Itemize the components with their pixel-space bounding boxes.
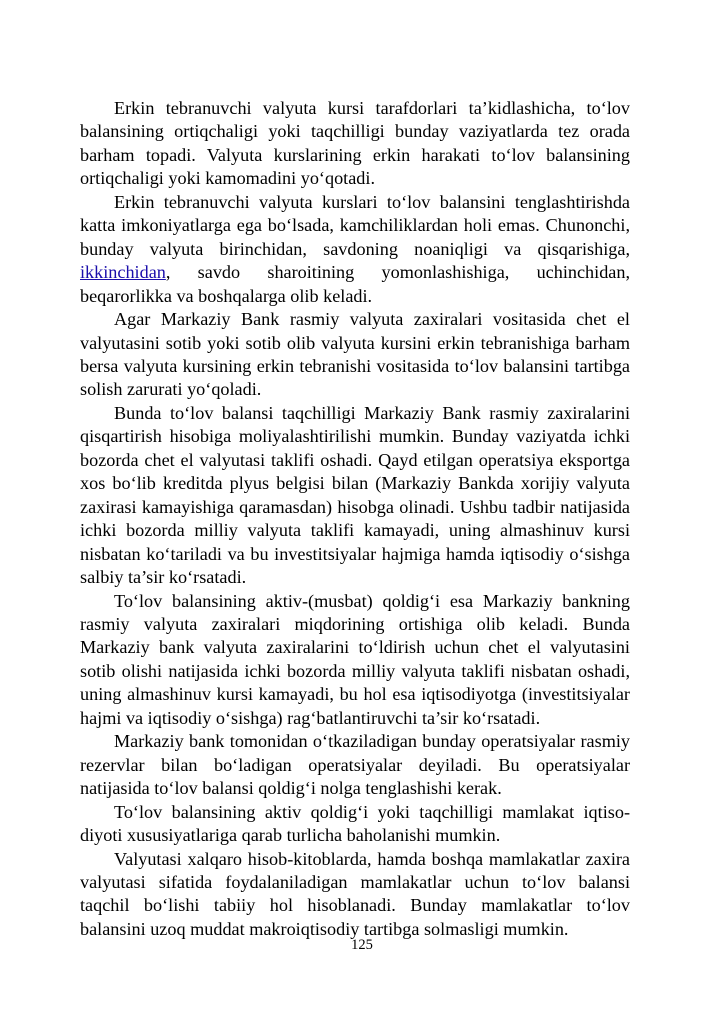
paragraph-text: Erkin tebranuvchi valyuta kurslari to‘lov balansini tenglashtirishda katta imkoniyatlarga ega bo‘lsada, kamchiliklardan holi emas. Chunonchi, bunday valyuta birinchidan, savdoning noaniqligi va qisqarishiga, <box>80 191 630 259</box>
paragraph: Bunda to‘lov balansi taqchilligi Markaziy Bank rasmiy zaxiralarini qisqartirish hisobiga moliyalashtirilishi mumkin. Bunday vaziyatda ichki bozorda chet el valyutasi taklifi oshadi. Qayd etilgan operatsiya eksportga xos bo‘lib kreditda plyus belgisi bilan (Markaziy Bankda xorijiy valyuta zaxirasi kamayishiga qaramasdan) hisobga olinadi. Ushbu tadbir natijasida ichki bozorda milliy valyuta taklifi kamayadi, uning almashinuv kursi nisbatan ko‘tariladi va bu investitsiyalar hajmiga hamda iqtisodiy o‘sishga salbiy ta’sir ko‘rsatadi. <box>80 402 630 588</box>
paragraph: Agar Markaziy Bank rasmiy valyuta zaxiralari vositasida chet el valyutasini sotib yoki sotib olib valyuta kursini erkin tebranishiga barham bersa valyuta kursining erkin tebranishi vositasida to‘lov balansini tartibga solish zarurati yo‘qoladi. <box>80 309 630 400</box>
paragraph: Valyutasi xalqaro hisob-kitoblarda, hamda boshqa mamlakatlar zaxira valyutasi sifatida foydalaniladigan mamlakatlar uchun to‘lov balansi taqchil bo‘lishi tabiiy hol hisoblanadi. Bunday mamlakatlar to‘lov balansini uzoq muddat makroiqtisodiy tartibga solmasligi mumkin. <box>80 848 630 939</box>
page-body <box>80 97 630 941</box>
paragraph-text: , savdo sharoitining yomonlashishiga, uchinchidan, beqarorlikka va boshqalarga olib keladi. <box>80 262 630 306</box>
ikkinchidan-link[interactable]: ikkinchidan <box>80 262 166 283</box>
page-number: 125 <box>351 937 373 953</box>
paragraph: To‘lov balansining aktiv-(musbat) qoldig‘i esa Markaziy bankning rasmiy valyuta zaxiralari miqdorining ortishiga olib keladi. Bunda Markaziy bank valyuta zaxiralarini to‘ldirish uchun chet el valyutasini sotib olishi natijasida ichki bozorda milliy valyuta taklifi nisbatan oshadi, uning almashinuv kursi kamayadi, bu hol esa iqtisodiyotga (investitsiyalar hajmi va iqtisodiy o‘sishga) rag‘batlantiruvchi ta’sir ko‘rsatadi. <box>80 590 630 728</box>
paragraph: To‘lov balansining aktiv qoldig‘i yoki taqchilligi mamlakat iqtisodiyoti xususiyatlariga qarab turlicha baholanishi mumkin. <box>80 801 630 846</box>
paragraph: Erkin tebranuvchi valyuta kursi tarafdorlari ta’kidlashicha, to‘lov balansining ortiqchaligi yoki taqchilligi bunday vaziyatlarda tez orada barham topadi. Valyuta kurslarining erkin harakati to‘lov balansining ortiqchaligi yoki kamomadini yo‘qotadi. <box>80 98 630 189</box>
paragraph: Markaziy bank tomonidan o‘tkaziladigan bunday operatsiyalar rasmiy rezervlar bilan bo‘ladigan operatsiyalar deyiladi. Bu operatsiyalar natijasida to‘lov balansi qoldig‘i nolga tenglashishi kerak. <box>80 731 630 799</box>
paragraph <box>80 191 630 308</box>
